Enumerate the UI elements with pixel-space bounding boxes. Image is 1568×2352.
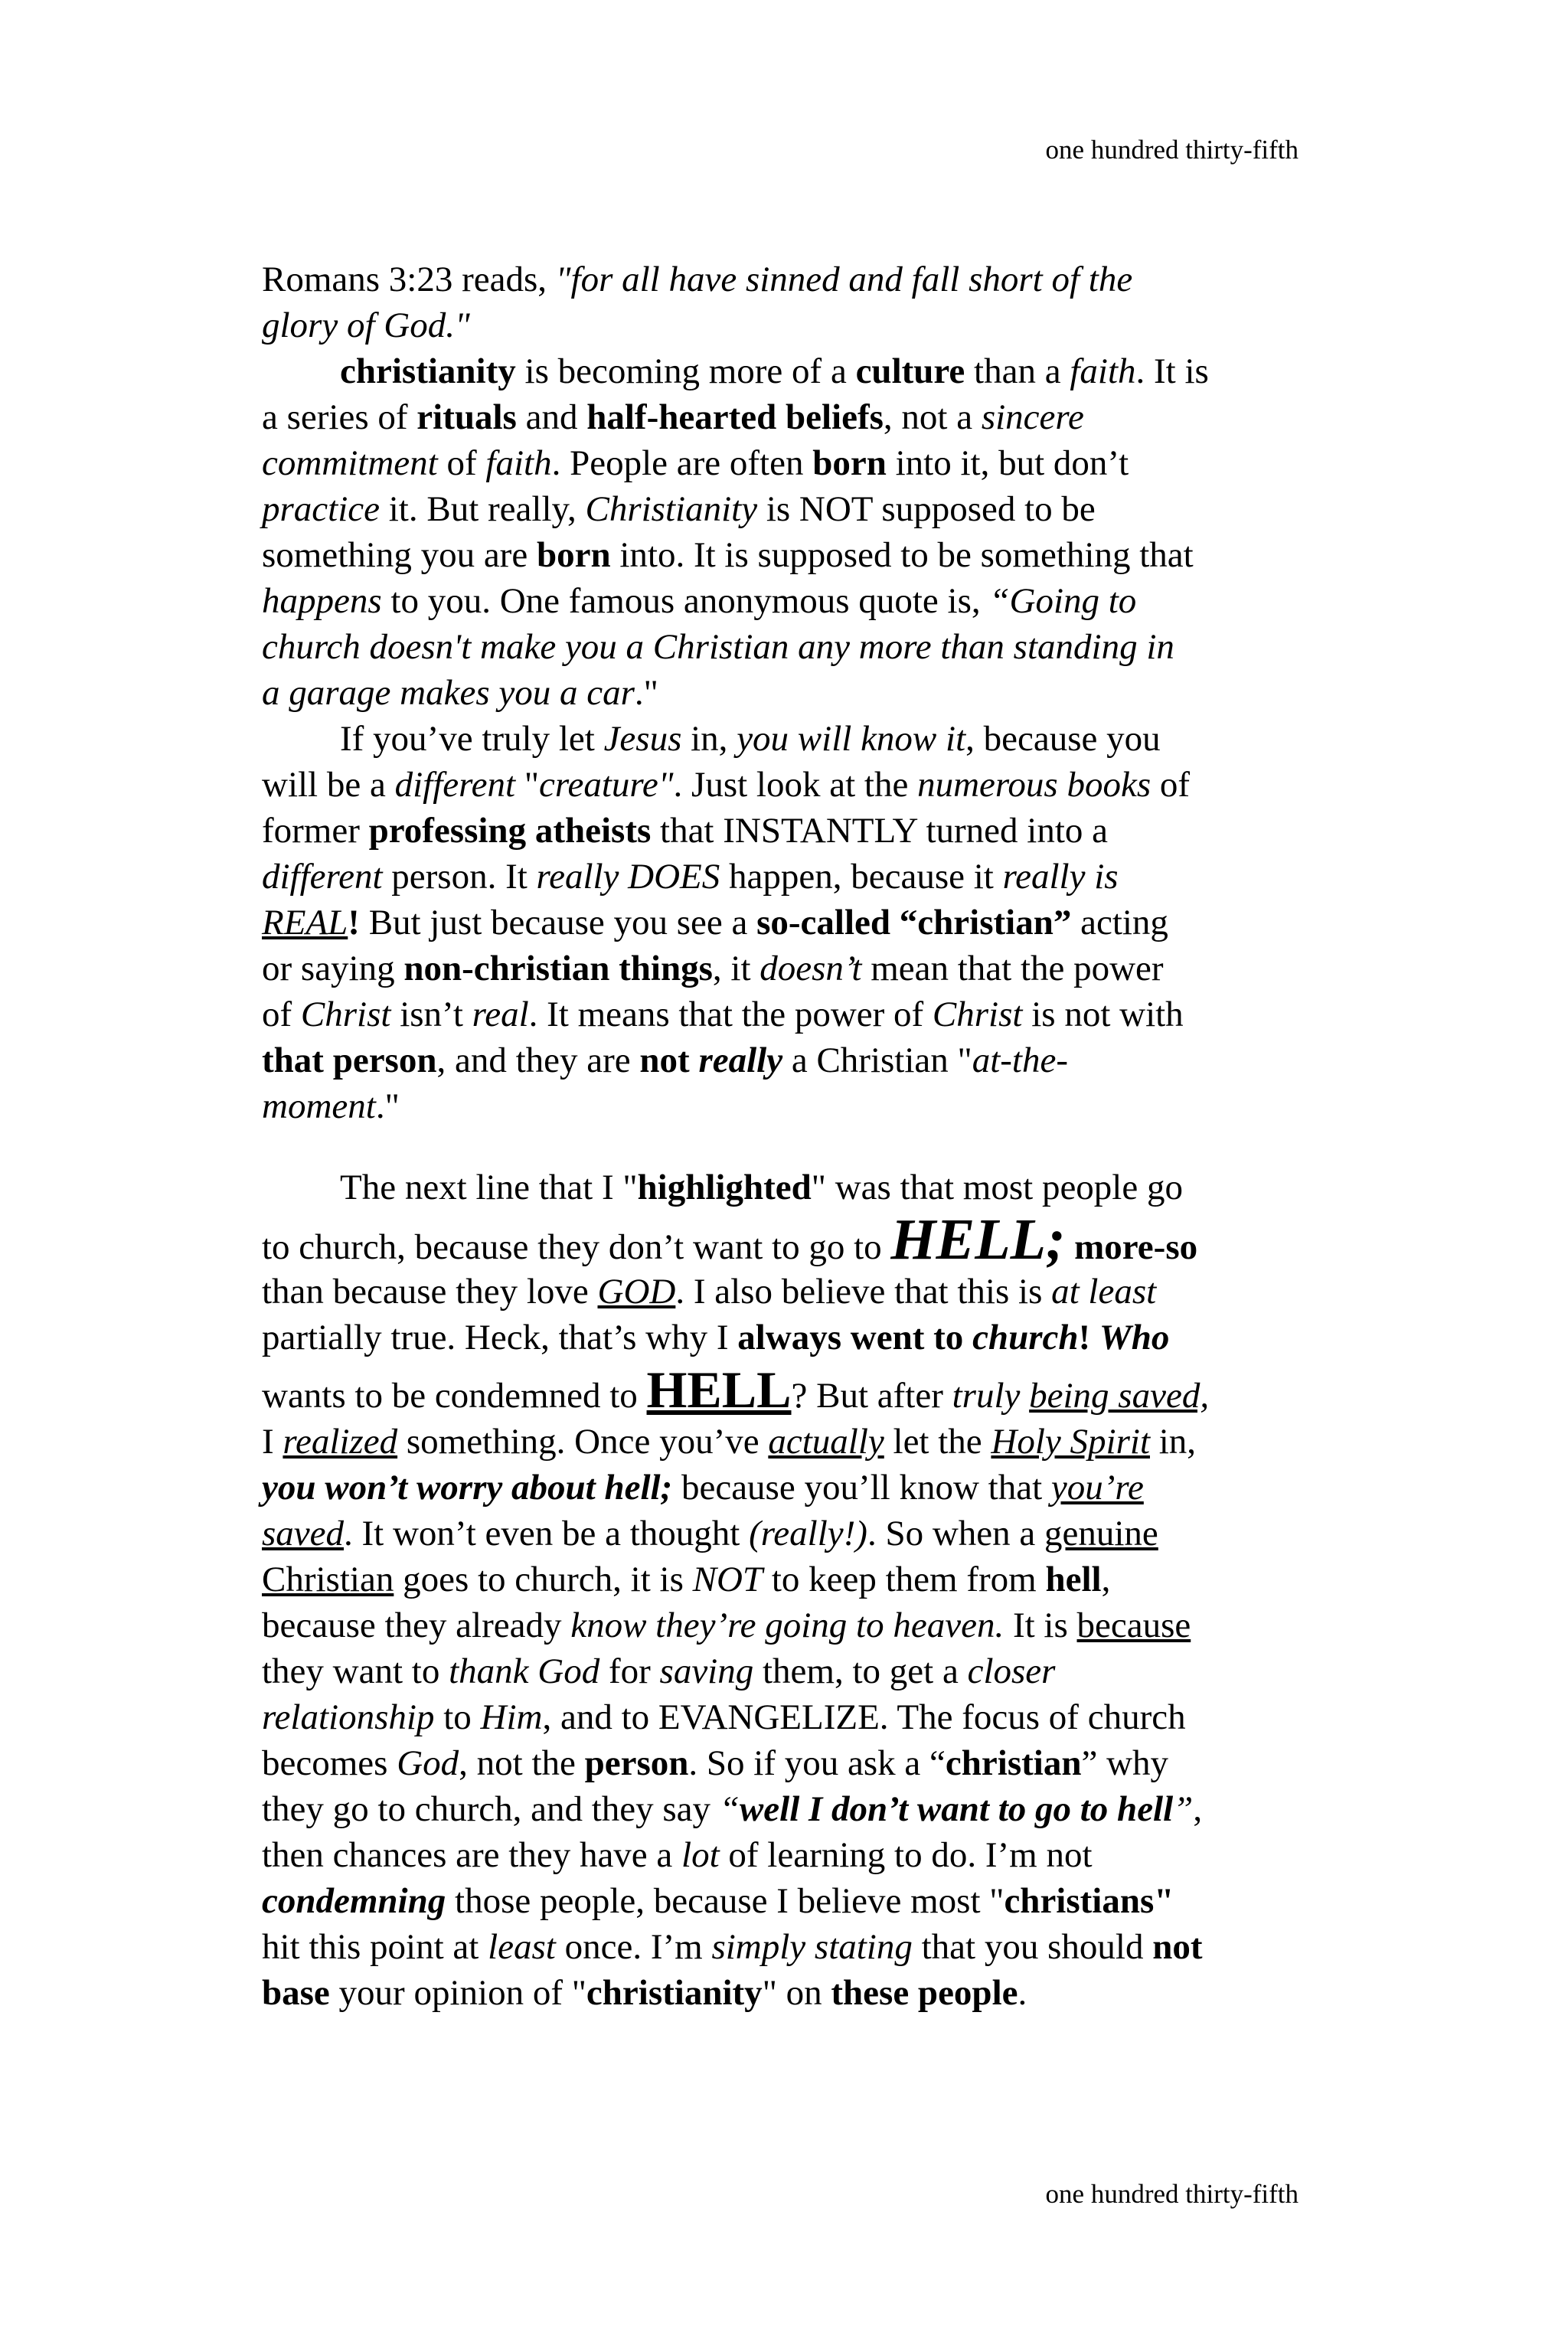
text-run: . I also believe that this is	[675, 1272, 1052, 1312]
text-run: creature"	[539, 765, 674, 805]
text-run: know they’re going to heaven.	[570, 1606, 1004, 1645]
text-line	[262, 394, 1318, 440]
text-run: of	[262, 995, 301, 1034]
text-run: I	[262, 1422, 283, 1462]
text-run: and	[516, 397, 587, 437]
text-line	[262, 1740, 1318, 1786]
text-run: your opinion of "	[329, 1973, 586, 2013]
text-run: .	[1018, 1973, 1027, 2013]
text-run: not	[1152, 1927, 1203, 1967]
text-run: of	[1151, 765, 1191, 805]
text-run: doesn’t	[760, 949, 862, 988]
text-run: least	[488, 1927, 556, 1967]
text-line	[262, 486, 1318, 532]
text-run: HELL	[646, 1361, 792, 1419]
text-run: . So if you ask a “	[688, 1743, 946, 1783]
text-run: Holy Spirit	[991, 1422, 1150, 1462]
text-run: truly	[952, 1376, 1021, 1416]
text-line	[262, 440, 1318, 486]
text-run: (really!)	[749, 1514, 867, 1553]
text-run: into. It is supposed to be something that	[610, 535, 1194, 575]
text-line	[262, 900, 1318, 946]
text-run: non-christian things	[403, 949, 713, 988]
text-line	[262, 1037, 1318, 1083]
text-run: former	[262, 811, 369, 851]
text-run: saving	[659, 1651, 754, 1691]
text-run: "	[515, 765, 540, 805]
text-run: you’re	[1050, 1468, 1144, 1508]
page-number-footer: one hundred thirty-fifth	[1045, 2179, 1298, 2209]
text-run: church doesn't make you a Christian any more than standing in	[262, 627, 1174, 667]
text-run: than because they love	[262, 1272, 598, 1312]
text-run: . It is	[1135, 351, 1209, 391]
text-line	[262, 1465, 1318, 1511]
text-run: they want to	[262, 1651, 449, 1691]
text-line	[262, 1878, 1318, 1924]
text-line	[262, 808, 1318, 854]
text-run: Who	[1099, 1318, 1170, 1357]
text-run: to church, because they don’t want to go to	[262, 1227, 891, 1267]
text-run: “	[719, 1789, 740, 1829]
text-run: God	[397, 1743, 459, 1783]
text-run: NOT	[692, 1560, 763, 1599]
text-run: culture	[855, 351, 965, 391]
text-run: lot	[681, 1835, 720, 1875]
text-run: that INSTANTLY turned into a	[651, 811, 1109, 851]
text-run: you won’t worry about hell;	[262, 1468, 673, 1508]
text-line	[262, 1694, 1318, 1740]
text-run: ."	[634, 673, 658, 713]
text-run: . People are often	[551, 443, 813, 483]
text-run: church	[972, 1318, 1079, 1357]
text-run: "for all have sinned and fall short of the	[555, 260, 1133, 299]
text-run: those people, because I believe most "	[446, 1881, 1004, 1921]
text-run: christianity	[340, 351, 516, 391]
text-run: isn’t	[390, 995, 472, 1034]
text-run: always went to	[737, 1318, 973, 1357]
text-run: christianity	[586, 1973, 763, 2013]
text-run: saved	[262, 1514, 345, 1553]
text-run: for	[599, 1651, 660, 1691]
text-run: relationship	[262, 1697, 435, 1737]
text-run: because they already	[262, 1606, 571, 1645]
text-line	[262, 762, 1318, 808]
text-run: simply stating	[711, 1927, 913, 1967]
text-line	[262, 991, 1318, 1037]
text-line	[262, 1511, 1318, 1557]
text-line	[262, 1648, 1318, 1694]
text-line	[262, 1786, 1318, 1832]
text-run: acting	[1071, 903, 1168, 942]
text-run: ”	[1173, 1789, 1194, 1829]
text-run: different	[262, 857, 383, 897]
text-run: so-called “christian”	[756, 903, 1072, 942]
text-run: let the	[884, 1422, 991, 1462]
text-run: wants to be condemned to	[262, 1376, 647, 1416]
text-run: ,	[1101, 1560, 1111, 1599]
text-run: at least	[1051, 1272, 1157, 1312]
text-run: that you should	[912, 1927, 1153, 1967]
text-run: these people	[831, 1973, 1018, 2013]
text-line	[262, 1602, 1318, 1648]
text-run: numerous books	[917, 765, 1152, 805]
text-run: because you’ll know that	[672, 1468, 1051, 1508]
text-run: not	[639, 1040, 690, 1080]
text-run: condemning	[262, 1881, 446, 1921]
text-run: Romans 3:23 reads,	[262, 260, 556, 299]
text-line	[262, 946, 1318, 991]
text-run: GOD	[597, 1272, 676, 1312]
text-run: becomes	[262, 1743, 397, 1783]
text-run: is becoming more of a	[515, 351, 856, 391]
text-line	[262, 1315, 1318, 1361]
text-run: it. But really,	[380, 489, 586, 529]
text-line	[262, 670, 1318, 716]
text-run: a Christian "	[782, 1040, 972, 1080]
text-run: really DOES	[536, 857, 720, 897]
text-run: " was that most people go	[811, 1168, 1183, 1207]
text-run: Christianity	[585, 489, 758, 529]
text-run: of learning to do. I’m not	[719, 1835, 1093, 1875]
text-line	[262, 1970, 1318, 2016]
text-run: being saved,	[1029, 1376, 1210, 1416]
text-run: at-the-	[972, 1040, 1068, 1080]
text-run: , it	[712, 949, 760, 988]
text-run: real	[472, 995, 529, 1034]
text-run: closer	[967, 1651, 1056, 1691]
text-run: of	[437, 443, 486, 483]
text-run: partially true. Heck, that’s why I	[262, 1318, 738, 1357]
text-line	[262, 1361, 1318, 1419]
text-run: goes to church, it is	[394, 1560, 693, 1599]
text-line	[262, 624, 1318, 670]
text-run: highlighted	[637, 1168, 812, 1207]
text-run: into it, but don’t	[886, 443, 1129, 483]
text-line	[262, 1207, 1318, 1272]
text-run: base	[262, 1973, 330, 2013]
text-run: Him	[480, 1697, 543, 1737]
text-run: person	[584, 1743, 689, 1783]
text-run: genuine	[1044, 1514, 1158, 1553]
text-run: professing atheists	[368, 811, 652, 851]
text-line	[262, 1419, 1318, 1465]
text-run: HELL;	[890, 1207, 1066, 1272]
text-run: . Just look at the	[673, 765, 918, 805]
text-run: you will know it	[737, 719, 966, 759]
text-line	[262, 1269, 1318, 1315]
text-run: realized	[283, 1422, 398, 1462]
text-line	[262, 1557, 1318, 1602]
text-run: born	[536, 535, 611, 575]
page-number-header: one hundred thirty-fifth	[1045, 135, 1298, 165]
text-run: faith	[485, 443, 552, 483]
text-run: !	[348, 903, 360, 942]
text-run: is NOT supposed to be	[757, 489, 1096, 529]
text-run: they go to church, and they say	[262, 1789, 720, 1829]
text-run: . So when a	[867, 1514, 1044, 1553]
text-run: Christ	[932, 995, 1023, 1034]
text-run	[1090, 1318, 1099, 1357]
text-run: something. Once you’ve	[397, 1422, 769, 1462]
text-run: more-so	[1074, 1227, 1198, 1267]
text-run: then chances are they have a	[262, 1835, 682, 1875]
text-run: ,	[1193, 1789, 1203, 1829]
text-line	[262, 1832, 1318, 1878]
text-run: " on	[762, 1973, 831, 2013]
text-run: ” why	[1081, 1743, 1169, 1783]
text-run: than a	[965, 351, 1070, 391]
paragraph-gap	[262, 1129, 1318, 1165]
text-line	[262, 1924, 1318, 1970]
text-line	[262, 578, 1318, 624]
text-run: Jesus	[603, 719, 682, 759]
text-run: different	[394, 765, 516, 805]
text-run: hit this point at	[262, 1927, 488, 1967]
text-run: If you’ve truly let	[340, 719, 604, 759]
text-line	[262, 854, 1318, 900]
text-run: practice	[262, 489, 380, 529]
text-run: , and to EVANGELIZE. The focus of church	[542, 1697, 1186, 1737]
text-run: commitment	[262, 443, 438, 483]
text-run: is not with	[1022, 995, 1184, 1034]
text-line	[262, 716, 1318, 762]
text-run: or saying	[262, 949, 404, 988]
text-run: really	[698, 1040, 783, 1080]
text-run: faith	[1070, 351, 1136, 391]
text-run: to	[434, 1697, 481, 1737]
text-run: mean that the power	[861, 949, 1164, 988]
text-line	[262, 532, 1318, 578]
text-run: , not a	[883, 397, 982, 437]
text-run: !	[1078, 1318, 1091, 1357]
text-run: . It means that the power of	[528, 995, 933, 1034]
text-run: , because you	[965, 719, 1161, 759]
text-run: christian	[945, 1743, 1082, 1783]
text-run: thank God	[449, 1651, 600, 1691]
text-run: happen, because it	[720, 857, 1003, 897]
text-run: a series of	[262, 397, 417, 437]
text-run: to keep them from	[763, 1560, 1046, 1599]
text-run: half-hearted beliefs	[586, 397, 884, 437]
text-run: REAL	[262, 903, 348, 942]
text-line	[262, 302, 1318, 348]
text-run: hell	[1045, 1560, 1102, 1599]
text-run: will be a	[262, 765, 395, 805]
text-run: sincere	[981, 397, 1084, 437]
text-run: because	[1076, 1606, 1191, 1645]
text-run: It is	[1004, 1606, 1077, 1645]
text-run: . It won’t even be a thought	[344, 1514, 750, 1553]
text-run	[690, 1040, 699, 1080]
text-line	[262, 1083, 1318, 1129]
text-run: moment	[262, 1086, 376, 1126]
text-line	[262, 1165, 1318, 1210]
text-run	[1020, 1376, 1029, 1416]
text-run: “Going to	[989, 581, 1137, 621]
body-text	[262, 256, 1318, 2016]
text-run: a garage makes you a car	[262, 673, 635, 713]
text-run: in,	[681, 719, 737, 759]
text-run: , not the	[459, 1743, 585, 1783]
text-run: in,	[1150, 1422, 1197, 1462]
text-run: something you are	[262, 535, 537, 575]
text-run: The next line that I "	[340, 1168, 638, 1207]
text-run: happens	[262, 581, 382, 621]
text-run: glory of God."	[262, 305, 470, 345]
text-run: person. It	[382, 857, 537, 897]
text-run: that person	[262, 1040, 437, 1080]
text-run: , and they are	[436, 1040, 640, 1080]
text-run: to you. One famous anonymous quote is,	[381, 581, 990, 621]
text-run: well I don’t want to go to hell	[739, 1789, 1174, 1829]
text-run	[1065, 1227, 1074, 1267]
text-run: actually	[768, 1422, 884, 1462]
text-line	[262, 256, 1318, 302]
text-run: them, to get a	[753, 1651, 968, 1691]
text-run: rituals	[416, 397, 517, 437]
text-run: born	[812, 443, 887, 483]
text-run: ? But after	[791, 1376, 952, 1416]
text-run: christians"	[1004, 1881, 1174, 1921]
text-line	[262, 348, 1318, 394]
text-run: But just because you see a	[359, 903, 757, 942]
text-run: Christian	[262, 1560, 394, 1599]
text-run: ."	[375, 1086, 400, 1126]
text-run: really is	[1002, 857, 1119, 897]
text-run: Christ	[300, 995, 391, 1034]
text-run: once. I’m	[555, 1927, 712, 1967]
